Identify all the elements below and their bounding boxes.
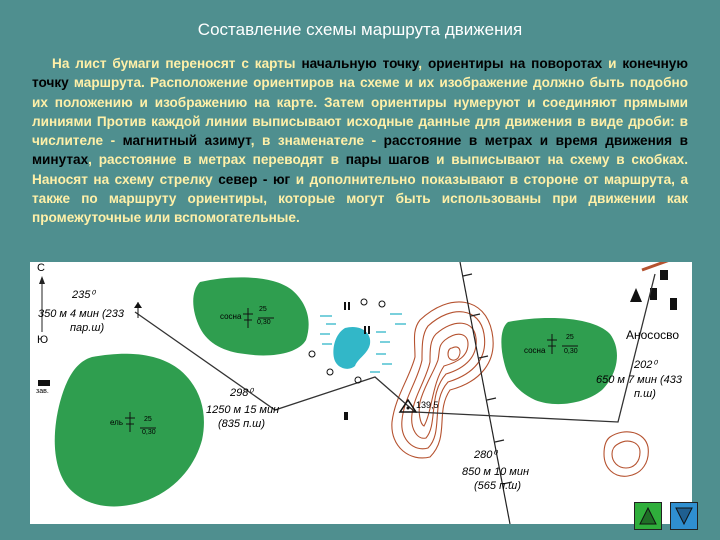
forest1-label: сосна xyxy=(220,312,242,321)
next-slide-button[interactable] xyxy=(670,502,698,530)
north-south-arrow xyxy=(39,276,45,332)
seg2-azimuth: 298⁰ xyxy=(230,387,253,399)
village-name: Анососво xyxy=(626,328,680,342)
seg4-steps: п.ш) xyxy=(634,388,656,400)
seg3-distance: 850 м 10 мин xyxy=(462,466,530,478)
south-label: Ю xyxy=(37,334,49,346)
highlight-turn-landmarks: ориентиры на поворотах xyxy=(427,56,603,71)
forest3-label: сосна xyxy=(524,346,546,355)
highlight-start-point: начальную точку xyxy=(301,56,419,71)
instruction-paragraph xyxy=(32,54,688,228)
seg1-azimuth: 235⁰ xyxy=(72,289,95,301)
highlight-end-point: конечную точку xyxy=(32,56,688,91)
paragraph-text: и выписывают на схему в скобках. Наносят на схему стрелку xyxy=(32,152,688,187)
north-label: С xyxy=(37,262,45,274)
page-title: Составление схемы маршрута движения xyxy=(197,20,523,39)
seg3-steps: (565 п.ш) xyxy=(474,480,521,492)
factory-label: зав. xyxy=(36,388,49,395)
prev-slide-button[interactable] xyxy=(634,502,662,530)
paragraph-text: маршрута. Расположение ориентиров на схеме и их изображение должно быть подобно их положению и изображению на карте. Затем ориентиры нумеруют и соединяют прямыми линиями Против каждой линии выписывают исходные данные для движения в виде дроби: в числителе - xyxy=(32,75,688,149)
elevation-mark: 139,5 xyxy=(416,400,439,410)
paragraph-text: и xyxy=(602,56,623,71)
seg4-distance: 650 м 7 мин (433 xyxy=(596,374,682,386)
triangle-down-icon xyxy=(671,503,697,529)
paragraph-text: , расстояние в метрах переводят в xyxy=(88,152,346,168)
village-houses xyxy=(630,270,677,310)
highlight-step-pairs: пары шагов xyxy=(345,152,430,168)
seg2-steps: (835 п.ш) xyxy=(218,418,265,430)
forest-area-left xyxy=(55,354,204,507)
highlight-distance-time: расстояние в метрах и время движения в минутах xyxy=(32,133,688,168)
seg1-distance: 350 м 4 мин (233 xyxy=(38,308,124,320)
forest1-den: 0,30 xyxy=(257,319,271,326)
paragraph-text: , в знаменателе - xyxy=(250,133,384,149)
forest3-den: 0,30 xyxy=(564,348,578,355)
forest2-den: 0,30 xyxy=(142,429,156,436)
paragraph-text: , xyxy=(418,56,428,71)
forest3-num: 25 xyxy=(566,334,574,341)
forest-area-right xyxy=(501,318,617,404)
highlight-magnetic-azimuth: магнитный азимут xyxy=(122,133,251,149)
seg1-steps: пар.ш) xyxy=(70,322,105,334)
paragraph-text: На лист бумаги переносят с карты xyxy=(52,56,302,71)
highlight-north-south: север - юг xyxy=(218,171,291,187)
paragraph-text: и дополнительно показывают в стороне от маршрута, а также по маршруту ориентиры, которые могут быть использованы при движении как промежуточные или вспомогательные. xyxy=(32,171,689,226)
forest2-num: 25 xyxy=(144,416,152,423)
seg3-azimuth: 280⁰ xyxy=(474,449,497,461)
map-drawing xyxy=(30,262,692,524)
forest2-label: ель xyxy=(110,418,124,427)
triangle-up-icon xyxy=(635,503,661,529)
seg2-distance: 1250 м 15 мин xyxy=(206,404,280,416)
forest-area-top xyxy=(193,277,308,355)
seg4-azimuth: 202⁰ xyxy=(634,359,657,371)
route-map xyxy=(30,262,692,524)
forest1-num: 25 xyxy=(259,306,267,313)
